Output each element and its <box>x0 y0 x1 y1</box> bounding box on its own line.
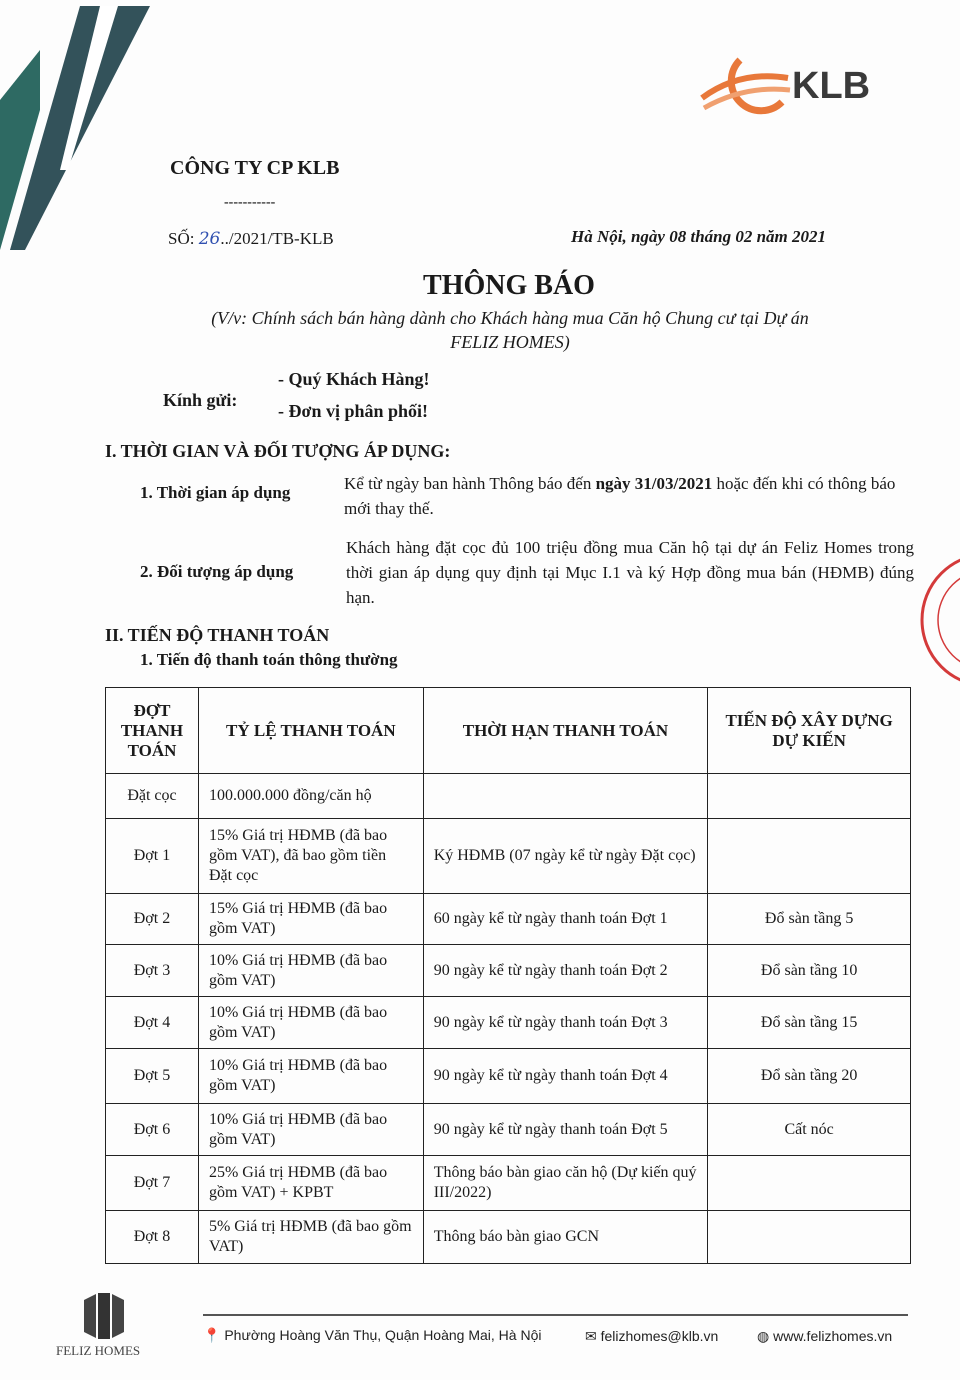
header-cell: THỜI HẠN THANH TOÁN <box>423 688 708 774</box>
table-row <box>106 774 911 819</box>
batch-cell: Đợt 2 <box>106 894 199 945</box>
table-row <box>106 1104 911 1156</box>
deadline-cell: 90 ngày kể từ ngày thanh toán Đợt 2 <box>423 945 708 997</box>
batch-cell: Đợt 8 <box>106 1211 199 1264</box>
svg-text:KLB: KLB <box>792 65 871 107</box>
batch-cell: Đợt 7 <box>106 1156 199 1211</box>
feliz-homes-logo-icon <box>82 1292 126 1340</box>
construction-cell <box>708 819 911 894</box>
construction-cell <box>708 774 911 819</box>
table-header-row <box>106 688 911 774</box>
recipient-item: - Đơn vị phân phối! <box>278 401 429 421</box>
divider: ----------- <box>224 195 276 210</box>
subtitle-line-2: FELIZ HOMES) <box>450 332 570 352</box>
batch-cell: Đợt 6 <box>106 1104 199 1156</box>
deadline-cell: Thông báo bàn giao căn hộ (Dự kiến quý III/2022) <box>423 1156 708 1211</box>
document-number: SỐ: 26../2021/TB-KLB <box>168 229 334 249</box>
table-row <box>106 1156 911 1211</box>
deadline-cell: 90 ngày kể từ ngày thanh toán Đợt 4 <box>423 1049 708 1104</box>
document-title: THÔNG BÁO <box>423 270 595 301</box>
header-cell: TỶ LỆ THANH TOÁN <box>198 688 423 774</box>
header-cell: TIẾN ĐỘ XÂY DỰNG DỰ KIẾN <box>708 688 911 774</box>
rate-cell: 10% Giá trị HĐMB (đã bao gồm VAT) <box>198 997 423 1049</box>
table-row <box>106 945 911 997</box>
section-1-heading: I. THỜI GIAN VÀ ĐỐI TƯỢNG ÁP DỤNG: <box>105 441 451 461</box>
batch-cell: Đợt 1 <box>106 819 199 894</box>
mail-icon: ✉ <box>585 1328 597 1344</box>
recipients-label: Kính gửi: <box>163 390 238 410</box>
construction-cell: Đổ sàn tầng 5 <box>708 894 911 945</box>
construction-cell <box>708 1156 911 1211</box>
rate-cell: 10% Giá trị HĐMB (đã bao gồm VAT) <box>198 1049 423 1104</box>
rate-cell: 10% Giá trị HĐMB (đã bao gồm VAT) <box>198 945 423 997</box>
deadline-cell: 60 ngày kể từ ngày thanh toán Đợt 1 <box>423 894 708 945</box>
table-row <box>106 894 911 945</box>
batch-cell: Đợt 5 <box>106 1049 199 1104</box>
payment-schedule-table <box>105 687 911 1264</box>
item-2-label: 2. Đối tượng áp dụng <box>140 562 294 581</box>
rate-cell: 15% Giá trị HĐMB (đã bao gồm VAT) <box>198 894 423 945</box>
construction-cell: Cất nóc <box>708 1104 911 1156</box>
company-name: CÔNG TY CP KLB <box>170 157 340 179</box>
decorative-stripes <box>0 0 320 260</box>
klb-logo <box>700 50 920 120</box>
location-pin-icon: 📍 <box>203 1327 221 1343</box>
deadline-cell: 90 ngày kể từ ngày thanh toán Đợt 3 <box>423 997 708 1049</box>
table-row <box>106 819 911 894</box>
table-row <box>106 1211 911 1264</box>
item-2-text: Khách hàng đặt cọc đủ 100 triệu đồng mua Căn hộ tại dự án Feliz Homes trong thời gian áp dụng quy định tại Mục I.1 và ký Hợp đồng mua bán (HĐMB) đúng hạn. <box>346 538 914 607</box>
rate-cell: 25% Giá trị HĐMB (đã bao gồm VAT) + KPBT <box>198 1156 423 1211</box>
place-date: Hà Nội, ngày 08 tháng 02 năm 2021 <box>571 227 827 246</box>
batch-cell: Đợt 3 <box>106 945 199 997</box>
footer-address: 📍 Phường Hoàng Văn Thụ, Quận Hoàng Mai, Hà Nội <box>203 1327 542 1343</box>
subtitle-line-1: (V/v: Chính sách bán hàng dành cho Khách hàng mua Căn hộ Chung cư tại Dự án <box>211 308 809 328</box>
header-cell: ĐỢT THANH TOÁN <box>106 688 199 774</box>
rate-cell: 100.000.000 đồng/căn hộ <box>198 774 423 819</box>
rate-cell: 10% Giá trị HĐMB (đã bao gồm VAT) <box>198 1104 423 1156</box>
item-1-label: 1. Thời gian áp dụng <box>140 483 291 502</box>
construction-cell: Đổ sàn tầng 20 <box>708 1049 911 1104</box>
deadline-cell: Thông báo bàn giao GCN <box>423 1211 708 1264</box>
globe-icon: ◍ <box>757 1328 770 1344</box>
feliz-homes-brand: FELIZ HOMES <box>56 1343 141 1358</box>
rate-cell: 5% Giá trị HĐMB (đã bao gồm VAT) <box>198 1211 423 1264</box>
construction-cell <box>708 1211 911 1264</box>
batch-cell: Đặt cọc <box>106 774 199 819</box>
construction-cell: Đổ sàn tầng 15 <box>708 997 911 1049</box>
section-2-subheading: 1. Tiến độ thanh toán thông thường <box>140 650 398 669</box>
recipient-item: - Quý Khách Hàng! <box>278 369 430 389</box>
rate-cell: 15% Giá trị HĐMB (đã bao gồm VAT), đã bao gồm tiền Đặt cọc <box>198 819 423 894</box>
table-row <box>106 997 911 1049</box>
section-2-heading: II. TIẾN ĐỘ THANH TOÁN <box>105 625 330 645</box>
table-row <box>106 1049 911 1104</box>
footer-divider <box>203 1314 908 1316</box>
footer-website: ◍ www.felizhomes.vn <box>757 1328 893 1344</box>
item-1-text: Kể từ ngày ban hành Thông báo đến ngày 31/03/2021 hoặc đến khi có thông báo mới thay thế. <box>344 474 896 518</box>
construction-cell: Đổ sàn tầng 10 <box>708 945 911 997</box>
red-stamp <box>918 545 960 695</box>
footer-email: ✉ felizhomes@klb.vn <box>585 1328 719 1344</box>
deadline-cell: 90 ngày kể từ ngày thanh toán Đợt 5 <box>423 1104 708 1156</box>
batch-cell: Đợt 4 <box>106 997 199 1049</box>
deadline-cell <box>423 774 708 819</box>
deadline-cell: Ký HĐMB (07 ngày kể từ ngày Đặt cọc) <box>423 819 708 894</box>
